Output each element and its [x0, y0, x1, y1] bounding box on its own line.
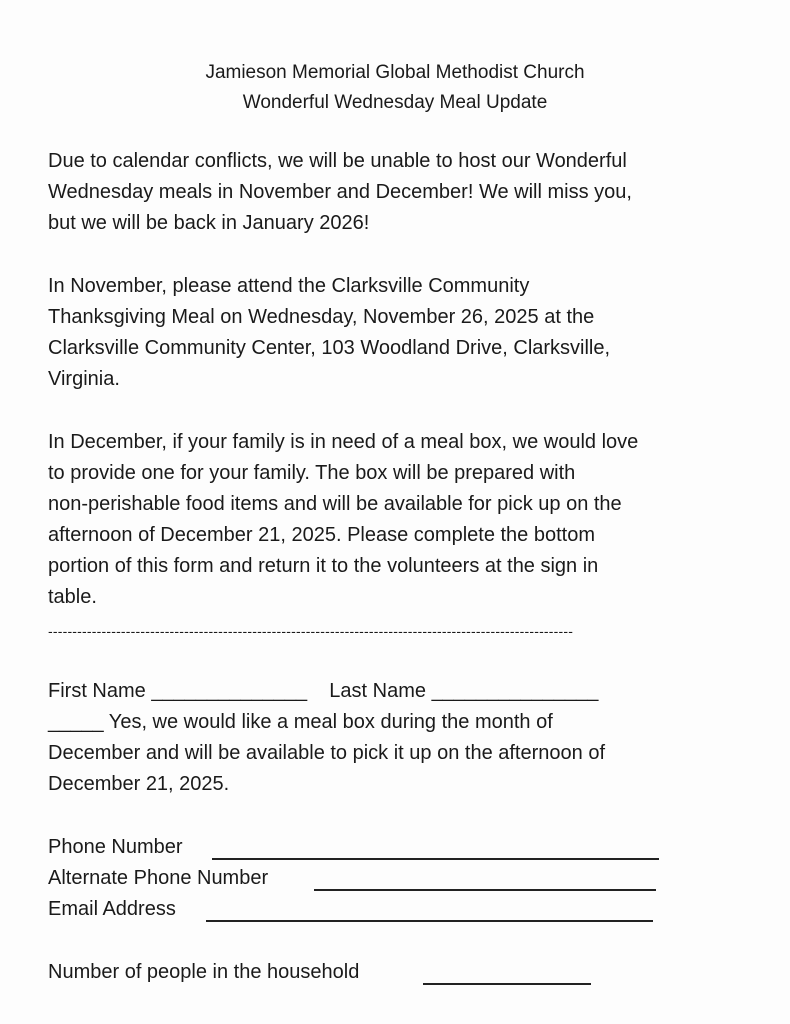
document-title	[0, 58, 790, 118]
text-line: but we will be back in January 2026!	[48, 212, 370, 234]
email-label: Email Address	[48, 898, 176, 920]
household-label: Number of people in the household	[48, 961, 360, 983]
text-line: afternoon of December 21, 2025. Please complete the bottom	[48, 524, 596, 546]
phone-label: Phone Number	[48, 836, 183, 858]
meal-box-request	[48, 707, 768, 800]
household-row[interactable]	[48, 957, 768, 988]
text-line: portion of this form and return it to the volunteers at the sign in	[48, 555, 599, 577]
text-line: In December, if your family is in need of a meal box, we would love	[48, 431, 639, 453]
first-name-field[interactable]: First Name ______________	[48, 680, 308, 702]
last-name-field[interactable]: Last Name _______________	[329, 680, 599, 702]
yes-line[interactable]: _____ Yes, we would like a meal box during the month of	[48, 711, 553, 733]
text-line: In November, please attend the Clarksville Community	[48, 275, 530, 297]
title-line1: Jamieson Memorial Global Methodist Church	[205, 62, 585, 83]
title-line2: Wonderful Wednesday Meal Update	[242, 92, 548, 113]
text-line: Clarksville Community Center, 103 Woodland Drive, Clarksville,	[48, 337, 611, 359]
email-row[interactable]	[48, 894, 768, 925]
text-line: December and will be available to pick it up on the afternoon of	[48, 742, 606, 764]
paragraph-november	[48, 271, 768, 395]
text-line: December 21, 2025.	[48, 773, 230, 795]
text-line: to provide one for your family. The box will be prepared with	[48, 462, 576, 484]
text-line: Wednesday meals in November and December! We will miss you,	[48, 181, 632, 203]
text-line: non-perishable food items and will be available for pick up on the	[48, 493, 622, 515]
name-row	[48, 676, 768, 707]
text-line: Due to calendar conflicts, we will be unable to host our Wonderful	[48, 150, 627, 172]
text-line: table.	[48, 586, 97, 608]
phone-row[interactable]	[48, 832, 768, 863]
text-line: Virginia.	[48, 368, 120, 390]
paragraph-intro	[48, 146, 768, 239]
paragraph-december	[48, 427, 768, 613]
text-line: Thanksgiving Meal on Wednesday, November 26, 2025 at the	[48, 306, 595, 328]
cut-line: ------------------------------------------------------------------------------------------------------------	[48, 623, 574, 639]
alt-phone-label: Alternate Phone Number	[48, 867, 269, 889]
alt-phone-row[interactable]	[48, 863, 768, 894]
